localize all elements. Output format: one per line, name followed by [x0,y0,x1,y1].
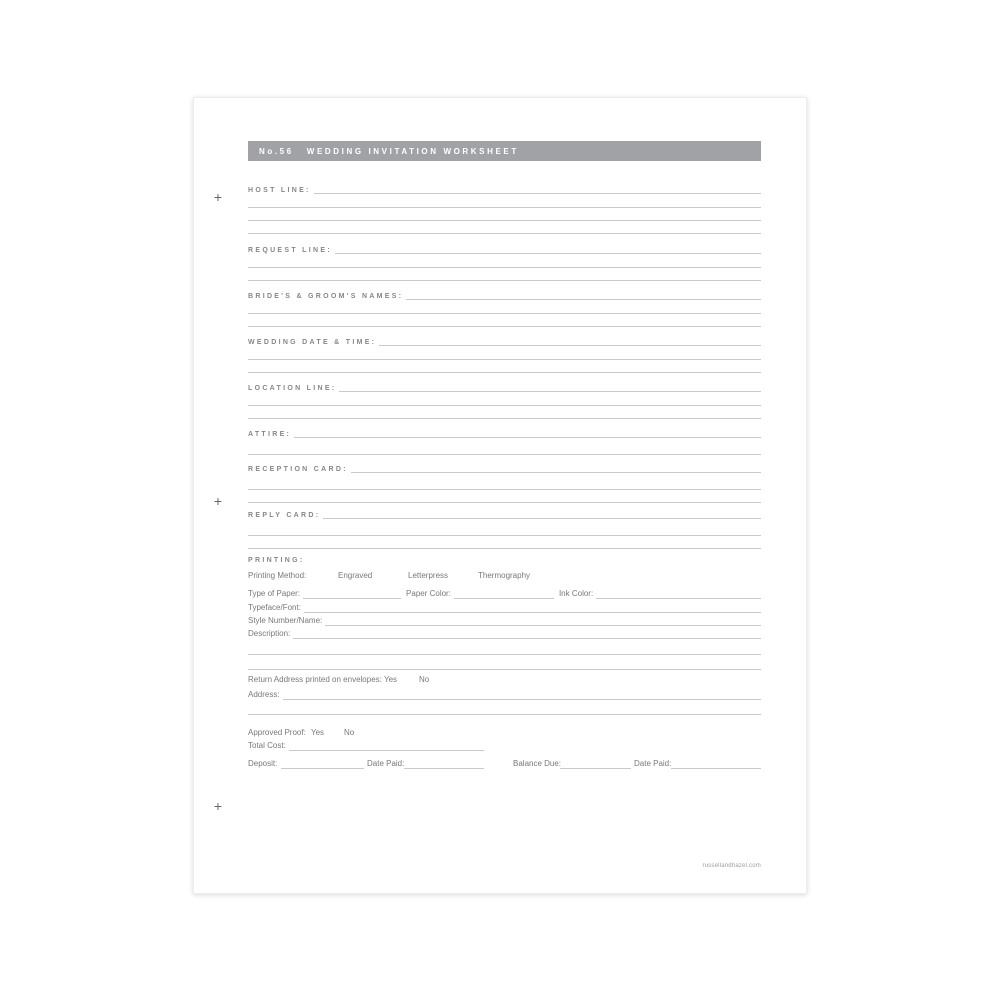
field-label: REQUEST LINE: [248,247,332,254]
ink-color-label: Ink Color: [558,589,594,599]
write-in-line [325,625,761,626]
write-in-line [454,598,554,599]
printing-section-heading: PRINTING: [248,557,305,564]
ruled-line [248,548,761,549]
printing-method-option-engraved: Engraved [338,571,373,581]
style-number-row [248,615,761,626]
field-label: ATTIRE: [248,431,292,438]
write-in-line [335,253,761,254]
printing-method-option-thermography: Thermography [478,571,531,581]
ruled-line [248,669,761,670]
field-brides-grooms-names [248,289,761,300]
ruled-line [248,654,761,655]
approved-proof-row [248,727,761,738]
return-address-row [248,674,761,685]
write-in-line [406,299,761,300]
deposit-label: Deposit: [248,759,278,769]
website-footer: russellandhazel.com [702,863,761,869]
address-label: Address: [248,690,280,700]
no-option: No [344,728,355,738]
worksheet-number: No.56 [259,146,294,156]
ruled-line [248,405,761,406]
worksheet-page [193,97,807,894]
ruled-line [248,207,761,208]
ruled-line [248,489,761,490]
ruled-line [248,502,761,503]
balance-due-label: Balance Due: [513,759,562,769]
write-in-line [339,391,761,392]
write-in-line [379,345,761,346]
paper-details-row [248,588,761,599]
ruled-line [248,313,761,314]
printing-method-label: Printing Method: [248,571,307,581]
ruled-line [248,326,761,327]
write-in-line [671,768,761,769]
write-in-line [283,699,761,700]
ruled-line [248,418,761,419]
write-in-line [323,518,761,519]
write-in-line [596,598,761,599]
field-label: WEDDING DATE & TIME: [248,339,377,346]
typeface-font-label: Typeface/Font: [248,603,301,613]
ruled-line [248,233,761,234]
worksheet-title: WEDDING INVITATION WORKSHEET [306,146,519,156]
field-reception-card [248,462,761,473]
typeface-font-row [248,602,761,613]
ruled-line [248,267,761,268]
field-host-line [248,183,761,194]
yes-option: Yes [311,728,325,738]
paper-color-label: Paper Color: [406,589,451,599]
write-in-line [404,768,484,769]
no-option: No [419,675,430,685]
ruled-line [248,454,761,455]
crop-mark-icon: + [213,189,223,205]
field-label: RECEPTION CARD: [248,466,348,473]
date-paid-2-label: Date Paid: [634,759,672,769]
printing-method-row [248,570,761,581]
field-reply-card [248,508,761,519]
approved-proof-label: Approved Proof: [248,728,306,738]
field-location-line [248,381,761,392]
field-label: BRIDE'S & GROOM'S NAMES: [248,293,404,300]
crop-mark-icon: + [213,493,223,509]
total-cost-label: Total Cost: [248,741,286,751]
yes-option: Yes [384,675,398,685]
payment-row [248,758,761,769]
write-in-line [304,612,761,613]
address-row [248,689,761,700]
style-number-label: Style Number/Name: [248,616,323,626]
description-label: Description: [248,629,291,639]
type-of-paper-label: Type of Paper: [248,589,301,599]
description-row [248,628,761,639]
field-label: LOCATION LINE: [248,385,337,392]
write-in-line [351,472,761,473]
field-wedding-date-time [248,335,761,346]
field-label: HOST LINE: [248,187,311,194]
ruled-line [248,535,761,536]
field-request-line [248,243,761,254]
ruled-line [248,280,761,281]
worksheet-header-bar [248,141,761,161]
write-in-line [293,638,761,639]
write-in-line [294,437,761,438]
date-paid-label: Date Paid: [367,759,405,769]
write-in-line [303,598,401,599]
printing-method-option-letterpress: Letterpress [408,571,449,581]
crop-mark-icon: + [213,798,223,814]
field-attire [248,427,761,438]
field-label: REPLY CARD: [248,512,321,519]
ruled-line [248,220,761,221]
write-in-line [289,750,484,751]
ruled-line [248,359,761,360]
write-in-line [314,193,761,194]
ruled-line [248,714,761,715]
write-in-line [281,768,364,769]
total-cost-row [248,740,484,751]
return-address-label: Return Address printed on envelopes: [248,675,382,685]
ruled-line [248,372,761,373]
write-in-line [560,768,631,769]
